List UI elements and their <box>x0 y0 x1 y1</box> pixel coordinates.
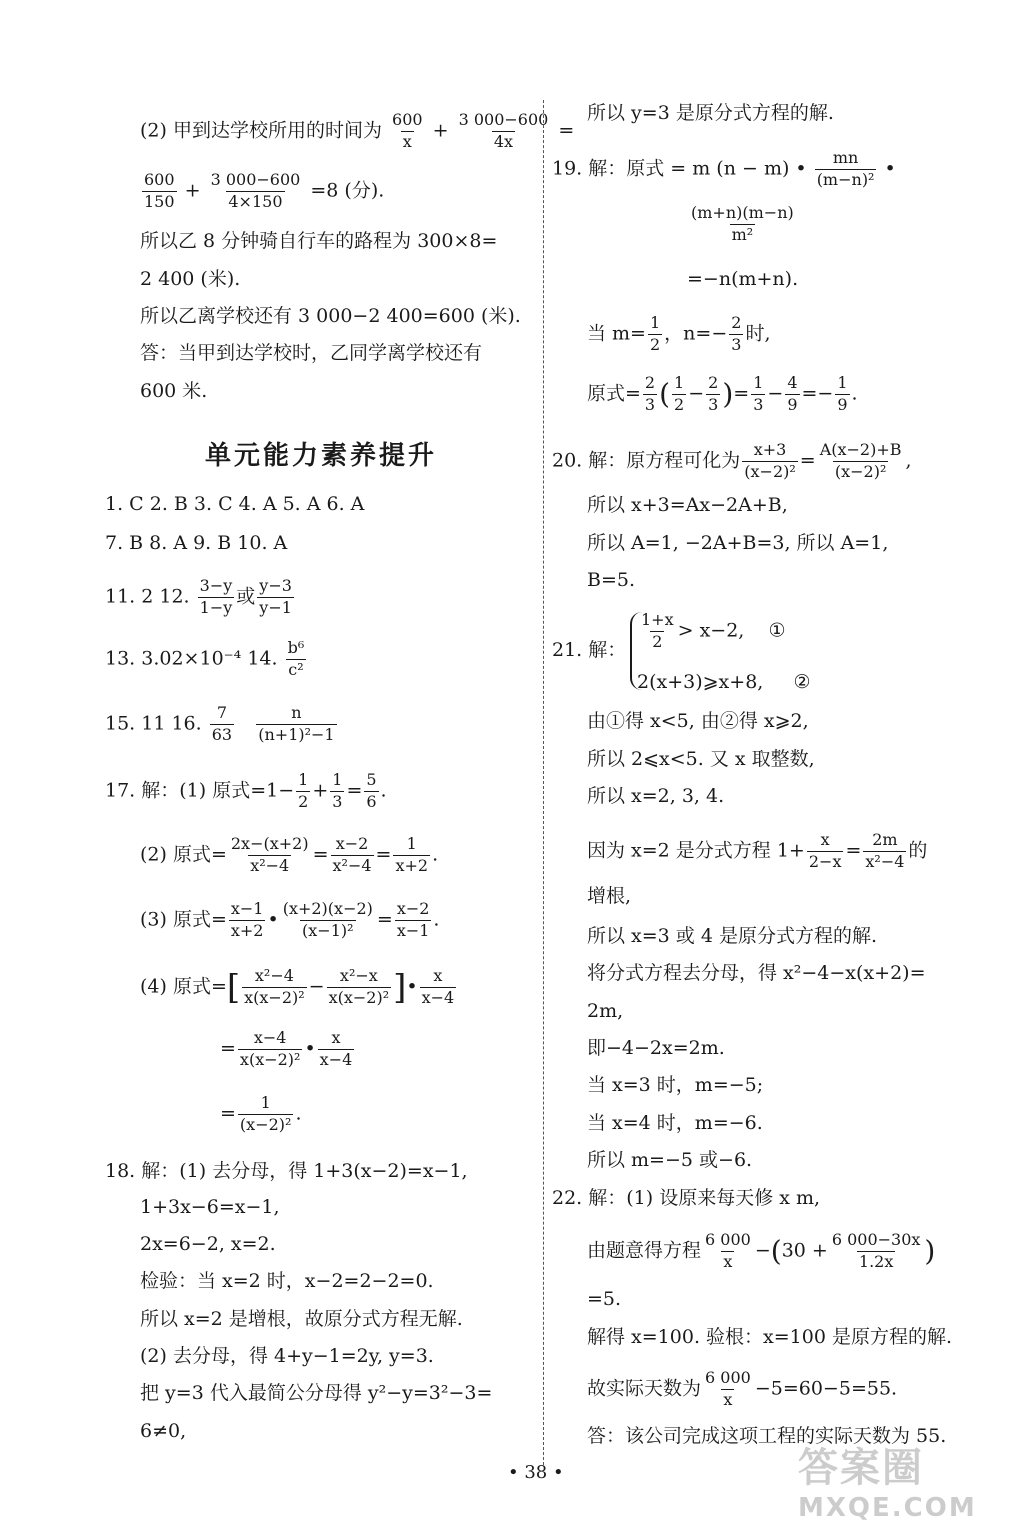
text: > x−2, <box>677 619 745 642</box>
operator: • <box>304 1037 316 1060</box>
denominator: x²−4 <box>332 855 372 875</box>
text-line: 解得 x=100. 验根：x=100 是原方程的解. <box>587 1326 952 1348</box>
numerator: 1+x <box>641 610 674 629</box>
denominator: 4x <box>493 131 514 151</box>
numerator: 600 <box>392 110 423 129</box>
text: (2) 原式= <box>140 843 227 866</box>
fraction <box>393 836 430 875</box>
numerator: 1 <box>753 373 764 392</box>
operator: = <box>558 119 575 142</box>
fraction <box>390 112 425 151</box>
numerator: 3 000−600 <box>210 170 301 189</box>
fraction <box>815 150 877 189</box>
fraction <box>689 205 796 244</box>
numerator: 6 000 <box>705 1368 751 1387</box>
text: 19. 解：原式 = m (n − m) • <box>552 157 807 180</box>
text: 因为 x=2 是分式方程 1+ <box>587 839 805 862</box>
fraction <box>210 705 234 744</box>
watermark-logo: 答案圈 <box>798 1445 924 1491</box>
bracket: [ <box>226 967 241 1008</box>
fraction <box>703 1370 753 1409</box>
numerator: 1 <box>837 373 848 392</box>
text: (3) 原式= <box>140 908 227 931</box>
fraction <box>785 375 799 414</box>
text: 的 <box>908 839 928 862</box>
text: 由题意得方程 <box>587 1239 702 1262</box>
numerator: 2 <box>644 373 656 392</box>
text: 13. 3.02×10⁻⁴ 14. <box>105 647 278 670</box>
fraction <box>706 375 720 414</box>
numerator: 1 <box>674 373 685 392</box>
q18-line: 2x=6−2, x=2. <box>140 1233 276 1255</box>
paren: ( <box>659 377 671 411</box>
text-line: 答：当甲到达学校时，乙同学离学校还有 <box>140 342 483 364</box>
numerator: x <box>331 1028 341 1047</box>
text-line: 所以乙 8 分钟骑自行车的路程为 300×8= <box>140 230 498 252</box>
operator: + <box>312 779 329 802</box>
fraction <box>639 612 676 651</box>
fraction <box>420 968 457 1007</box>
text: . <box>295 1102 302 1125</box>
operator: • <box>267 908 279 931</box>
denominator: x(x−2)² <box>239 1049 301 1069</box>
watermark <box>798 1436 1018 1526</box>
text-line: 将分式方程去分母，得 x²−4−x(x+2)= <box>587 962 926 984</box>
numerator: (x+2)(x−2) <box>282 899 373 918</box>
text: (4) 原式= <box>140 975 227 998</box>
q17-part4 <box>140 968 458 1007</box>
text-line: 由①得 x<5, 由②得 x⩾2, <box>587 710 809 732</box>
operator: =− <box>801 382 834 405</box>
text-line: 当 x=3 时，m=−5; <box>587 1074 764 1096</box>
answers-13-14 <box>105 640 308 679</box>
q16-part2-line1 <box>140 112 574 151</box>
circled-one: ① <box>768 619 786 642</box>
fraction <box>835 375 849 414</box>
q18-line: 检验：当 x=2 时，x−2=2−2=0. <box>140 1270 434 1292</box>
text: . <box>380 779 387 802</box>
fraction <box>364 772 378 811</box>
q18-line: 1+3x−6=x−1, <box>140 1196 280 1218</box>
fraction <box>729 315 743 354</box>
q18-line: (2) 去分母，得 4+y−1=2y, y=3. <box>140 1345 434 1367</box>
text-line: =5. <box>587 1288 622 1310</box>
text: 当 m= <box>587 322 646 345</box>
fraction <box>703 1232 753 1271</box>
text: 或 <box>236 585 256 608</box>
numerator: 3 000−600 <box>458 110 549 129</box>
denominator: x(x−2)² <box>328 987 390 1007</box>
fraction <box>395 901 432 940</box>
operator: = <box>220 1102 236 1125</box>
text-line: 所以 y=3 是原分式方程的解. <box>587 102 834 124</box>
denominator: (x−2)² <box>744 461 796 481</box>
paren: ) <box>722 377 734 411</box>
q18-line: 18. 解：(1) 去分母，得 1+3(x−2)=x−1, <box>105 1160 468 1182</box>
denominator: x <box>723 1389 733 1409</box>
numerator: 1 <box>649 313 661 332</box>
denominator: x−4 <box>421 987 455 1007</box>
fraction <box>229 901 266 940</box>
text: ，n=− <box>664 322 728 345</box>
denominator: 2 <box>298 791 309 811</box>
fraction <box>818 442 904 481</box>
paren: ) <box>924 1234 936 1268</box>
denominator: 2 <box>649 334 661 354</box>
numerator: 1 <box>406 834 417 853</box>
operator: − <box>754 1239 771 1262</box>
fraction <box>863 832 906 871</box>
fraction <box>257 578 294 617</box>
denominator: 3 <box>731 334 742 354</box>
denominator: 4×150 <box>228 191 283 211</box>
operator: = <box>346 779 363 802</box>
denominator: 150 <box>144 191 175 211</box>
denominator: (m−n)² <box>816 169 875 189</box>
fraction <box>648 315 662 354</box>
fraction <box>742 442 798 481</box>
fraction <box>209 172 303 211</box>
text-line: 所以乙离学校还有 3 000−2 400=600 (米). <box>140 305 521 327</box>
text-line: =−n(m+n). <box>687 268 799 290</box>
denominator: (x−1)² <box>302 920 354 940</box>
denominator: x <box>402 131 412 151</box>
fraction <box>807 832 844 871</box>
text: 时, <box>745 322 771 345</box>
operator: = <box>376 908 393 931</box>
fraction <box>751 375 765 414</box>
operator: = <box>799 449 816 472</box>
denominator: 2−x <box>808 851 842 871</box>
fraction <box>281 901 375 940</box>
text-line: B=5. <box>587 569 636 591</box>
q20-line1 <box>552 442 912 481</box>
q21-line5 <box>587 832 927 871</box>
numerator: 5 <box>366 770 377 789</box>
text: 20. 解：原方程可化为 <box>552 449 741 472</box>
text: . <box>433 908 440 931</box>
fraction <box>330 772 344 811</box>
answers-15-16 <box>105 705 339 744</box>
q19-line2 <box>687 205 798 244</box>
denominator: 3 <box>332 791 343 811</box>
operator: − <box>767 382 784 405</box>
operator: − <box>688 382 705 405</box>
text: (2) 甲到达学校所用的时间为 <box>140 119 382 142</box>
fraction <box>238 1030 303 1069</box>
operator: = <box>312 843 329 866</box>
q18-line: 所以 x=2 是增根，故原分式方程无解. <box>140 1308 463 1330</box>
numerator: 7 <box>216 703 228 722</box>
text: 2(x+3)⩾x+8, <box>637 671 764 693</box>
denominator: x−4 <box>319 1049 353 1069</box>
text-line: 所以 2⩽x<5. 又 x 取整数, <box>587 748 815 770</box>
numerator: n <box>291 703 302 722</box>
numerator: x+3 <box>753 440 787 459</box>
text: 30 + <box>781 1239 828 1262</box>
text: 17. 解：(1) 原式=1− <box>105 779 295 802</box>
fraction <box>830 1232 923 1271</box>
q21-inequality-2 <box>637 673 811 692</box>
numerator: A(x−2)+B <box>819 440 902 459</box>
text: −5=60−5=55. <box>754 1377 898 1400</box>
denominator: 6 <box>366 791 377 811</box>
q17-part3 <box>140 901 439 940</box>
denominator: 2 <box>652 631 663 651</box>
operator: • <box>406 975 418 998</box>
q22-equation <box>587 1232 935 1271</box>
text-line: 增根, <box>587 885 632 907</box>
text: =8 (分). <box>310 179 385 202</box>
numerator: x²−x <box>339 966 378 985</box>
q17-part4-step2 <box>220 1030 356 1069</box>
denominator: 3 <box>753 394 764 414</box>
column-divider <box>543 100 544 1465</box>
denominator: x+2 <box>230 920 264 940</box>
text-line: 所以 A=1, −2A+B=3, 所以 A=1, <box>587 532 889 554</box>
fraction <box>238 1095 294 1134</box>
q19-line4 <box>587 315 770 354</box>
numerator: 600 <box>144 170 175 189</box>
text: . <box>432 843 439 866</box>
text: 21. 解： <box>552 639 627 661</box>
fraction <box>327 968 392 1007</box>
circled-two: ② <box>793 671 811 693</box>
fraction <box>672 375 686 414</box>
q21-inequality-1 <box>637 612 786 651</box>
text-line: 即−4−2x=2m. <box>587 1037 725 1059</box>
numerator: b⁶ <box>287 638 305 657</box>
operator: + <box>432 119 449 142</box>
denominator: m² <box>731 224 754 244</box>
denominator: y−1 <box>259 597 292 617</box>
q19-line1 <box>552 150 896 189</box>
fraction <box>457 112 551 151</box>
q16-part2-line2 <box>140 172 384 211</box>
denominator: 3 <box>708 394 719 414</box>
numerator: x <box>433 966 443 985</box>
text: . <box>851 382 858 405</box>
operator: = <box>220 1037 236 1060</box>
denominator: 3 <box>644 394 656 414</box>
denominator: 1−y <box>199 597 233 617</box>
denominator: x²−4 <box>250 855 290 875</box>
bracket: ] <box>393 967 407 1008</box>
q18-line: 把 y=3 代入最简公分母得 y²−y=3²−3= <box>140 1382 493 1404</box>
text-line: 答：该公司完成这项工程的实际天数为 55. <box>587 1425 947 1447</box>
text: , <box>905 449 912 472</box>
fraction <box>256 705 336 744</box>
q17-part1 <box>105 772 387 811</box>
numerator: x−2 <box>396 899 430 918</box>
watermark-url: MXQE.COM <box>798 1493 977 1523</box>
numerator: x−2 <box>335 834 369 853</box>
q18-line: 6≠0, <box>140 1420 187 1442</box>
denominator: 1.2x <box>858 1251 894 1271</box>
numerator: 1 <box>260 1093 271 1112</box>
text: 11. 2 12. <box>105 585 190 608</box>
text-line: 当 x=4 时，m=−6. <box>587 1112 763 1134</box>
operator: = <box>375 843 392 866</box>
denominator: 63 <box>211 724 233 744</box>
denominator: (n+1)²−1 <box>258 724 335 744</box>
text-line: 600 米. <box>140 380 208 402</box>
denominator: (x−2)² <box>834 461 887 481</box>
text-line: 所以 x=3 或 4 是原分式方程的解. <box>587 925 878 947</box>
q17-part2 <box>140 836 438 875</box>
denominator: 9 <box>787 394 798 414</box>
text-line: 所以 x=2, 3, 4. <box>587 785 725 807</box>
answers-11-12 <box>105 578 296 617</box>
fraction <box>229 836 311 875</box>
section-title: 单元能力素养提升 <box>205 441 438 471</box>
numerator: mn <box>832 148 859 167</box>
fraction <box>242 968 307 1007</box>
text-line: 22. 解：(1) 设原来每天修 x m, <box>552 1187 821 1209</box>
fraction <box>286 640 307 679</box>
text-line: 所以 x+3=Ax−2A+B, <box>587 494 788 516</box>
text: 原式= <box>587 382 641 405</box>
numerator: 4 <box>787 373 798 392</box>
operator: • <box>884 157 896 180</box>
numerator: x <box>820 830 830 849</box>
text-line: 2m, <box>587 1000 624 1022</box>
fraction <box>318 1030 355 1069</box>
numerator: 3−y <box>199 576 233 595</box>
denominator: x+2 <box>395 855 429 875</box>
q22-days <box>587 1370 897 1409</box>
operator: = <box>845 839 862 862</box>
answers-1-6: 1. C 2. B 3. C 4. A 5. A 6. A <box>105 493 365 515</box>
q19-line5 <box>587 375 858 414</box>
denominator: x²−4 <box>865 851 905 871</box>
numerator: 1 <box>298 770 309 789</box>
numerator: (m+n)(m−n) <box>691 203 794 222</box>
q17-part4-step3 <box>220 1095 301 1134</box>
operator: + <box>184 179 201 202</box>
denominator: x−1 <box>396 920 430 940</box>
page-number: • 38 • <box>508 1462 564 1483</box>
numerator: 6 000−30x <box>831 1230 921 1249</box>
text-line: 所以 m=−5 或−6. <box>587 1149 753 1171</box>
text: 15. 11 16. <box>105 712 202 735</box>
denominator: x(x−2)² <box>244 987 305 1007</box>
fraction <box>296 772 310 811</box>
numerator: 2m <box>872 830 898 849</box>
operator: − <box>308 975 325 998</box>
numerator: 2x−(x+2) <box>230 834 309 853</box>
paren: ( <box>770 1234 782 1268</box>
fraction <box>331 836 374 875</box>
numerator: 2 <box>731 313 742 332</box>
answers-7-10: 7. B 8. A 9. B 10. A <box>105 532 288 554</box>
denominator: 2 <box>674 394 685 414</box>
denominator: c² <box>288 659 304 679</box>
denominator: x <box>723 1251 733 1271</box>
text-line: 2 400 (米). <box>140 268 241 290</box>
numerator: y−3 <box>259 576 292 595</box>
numerator: x²−4 <box>254 966 294 985</box>
fraction <box>198 578 235 617</box>
system-brace <box>630 612 642 690</box>
numerator: x−1 <box>230 899 264 918</box>
numerator: 2 <box>708 373 719 392</box>
numerator: 1 <box>332 770 343 789</box>
operator: = <box>733 382 750 405</box>
fraction <box>643 375 657 414</box>
numerator: 6 000 <box>705 1230 751 1249</box>
fraction <box>142 172 177 211</box>
denominator: 9 <box>837 394 848 414</box>
text: 故实际天数为 <box>587 1377 702 1400</box>
numerator: x−4 <box>253 1028 287 1047</box>
denominator: (x−2)² <box>239 1114 292 1134</box>
